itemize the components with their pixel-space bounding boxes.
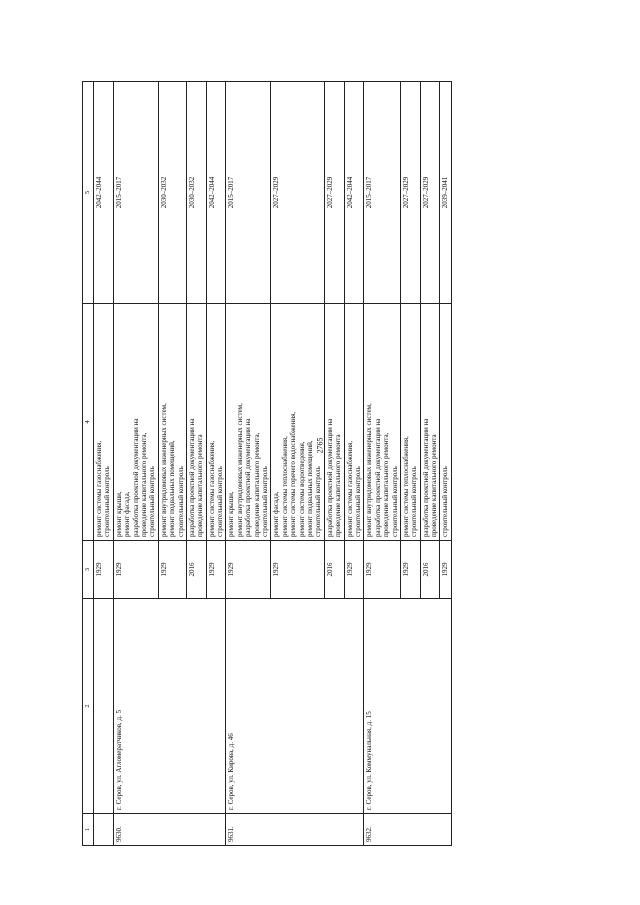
- header-row: [83, 82, 94, 846]
- year-cell: 1929: [364, 541, 401, 599]
- building-address: г. Серов, ул. Кирова, д. 46: [226, 599, 364, 814]
- work-line: разработка проектной документации на: [244, 418, 253, 537]
- year-cell: 1929: [271, 541, 324, 599]
- period-cell: 2030–2032: [158, 82, 186, 304]
- continuation-row: [94, 82, 114, 846]
- work-line: ремонт подвальных помещений,: [168, 440, 177, 537]
- header-col-4: 4: [83, 304, 94, 541]
- header-col-1: 1: [83, 814, 94, 846]
- period-cell: 2027–2029: [324, 82, 344, 304]
- work-line: строительный контроль: [261, 466, 270, 537]
- year-cell: 1929: [158, 541, 186, 599]
- period-cell: 2015–2017: [113, 82, 158, 304]
- work-line: ремонт системы теплоснабжения,: [280, 436, 289, 537]
- works-cell: [440, 304, 451, 541]
- work-line: проведение капитального ремонта,: [252, 432, 261, 537]
- building-number: 9632.: [364, 814, 452, 846]
- period-cell: 2042–2044: [206, 82, 226, 304]
- year-cell: 2016: [324, 541, 344, 599]
- work-line: строительный контроль: [410, 466, 419, 537]
- repair-schedule-table: [82, 81, 452, 846]
- building-address: г. Серов, ул. Коммунальная, д. 15: [364, 599, 452, 814]
- works-cell: [113, 304, 158, 541]
- continuation-num-cell: [94, 814, 114, 846]
- work-line: строительный контроль: [148, 466, 157, 537]
- continuation-period: 2042–2044: [94, 82, 114, 304]
- table-row: [364, 82, 401, 846]
- work-line: ремонт внутридомовых инженерных систем,: [159, 403, 168, 537]
- work-line: разработка проектной документации на: [131, 418, 140, 537]
- work-line: строительный контроль: [390, 466, 399, 537]
- work-line: ремонт системы газоснабжения,: [207, 440, 216, 537]
- work-line: строительный контроль: [353, 466, 362, 537]
- work-line: строительный контроль: [216, 466, 225, 537]
- work-line: строительный контроль: [314, 466, 323, 537]
- year-cell: 1929: [206, 541, 226, 599]
- year-cell: 2016: [420, 541, 440, 599]
- period-cell: 2027–2029: [400, 82, 420, 304]
- year-cell: 2016: [186, 541, 206, 599]
- building-number: 9631.: [226, 814, 364, 846]
- period-cell: 2039–2041: [440, 82, 451, 304]
- works-cell: [324, 304, 344, 541]
- works-cell: [226, 304, 271, 541]
- work-line: ремонт системы газоснабжения,: [95, 440, 103, 537]
- header-col-3: 3: [83, 541, 94, 599]
- work-line: ремонт фасада,: [272, 491, 281, 537]
- continuation-year: 1929: [94, 541, 114, 599]
- work-line: разработка проектной документации на: [373, 418, 382, 537]
- work-line: проведение капитального ремонта: [334, 434, 343, 537]
- work-line: ремонт фасада,: [123, 491, 132, 537]
- works-cell: [400, 304, 420, 541]
- work-line: разработка проектной документации на: [187, 418, 196, 537]
- works-cell: [206, 304, 226, 541]
- work-line: проведение капитального ремонта: [196, 434, 205, 537]
- work-line: разработка проектной документации на: [325, 418, 334, 537]
- works-cell: [344, 304, 364, 541]
- period-cell: 2015–2017: [226, 82, 271, 304]
- work-line: строительный контроль: [441, 466, 450, 537]
- work-line: строительный контроль: [176, 466, 185, 537]
- building-address: г. Серов, ул. Агломератчиков, д. 5: [113, 599, 226, 814]
- work-line: ремонт подвальных помещений,: [305, 440, 314, 537]
- header-col-2: 2: [83, 599, 94, 814]
- page-number: 2765: [315, 437, 325, 454]
- header-col-5: 5: [83, 82, 94, 304]
- continuation-address-cell: [94, 599, 114, 814]
- period-cell: 2027–2029: [420, 82, 440, 304]
- table-body: [83, 82, 452, 846]
- work-line: проведение капитального ремонта: [430, 434, 439, 537]
- work-line: ремонт крыши,: [114, 491, 123, 537]
- table-row: [113, 82, 158, 846]
- work-line: ремонт внутридомовых инженерных систем,: [365, 403, 374, 537]
- works-cell: [271, 304, 324, 541]
- year-cell: 1929: [226, 541, 271, 599]
- period-cell: 2015–2017: [364, 82, 401, 304]
- work-line: ремонт крыши,: [227, 491, 236, 537]
- work-line: ремонт системы теплоснабжения,: [401, 436, 410, 537]
- work-line: проведение капитального ремонта,: [139, 432, 148, 537]
- year-cell: 1929: [113, 541, 158, 599]
- year-cell: 1929: [400, 541, 420, 599]
- table-row: [226, 82, 271, 846]
- period-cell: 2042–2044: [344, 82, 364, 304]
- work-line: ремонт системы водоотведения,: [297, 441, 306, 537]
- building-number: 9630.: [113, 814, 226, 846]
- works-cell: [186, 304, 206, 541]
- work-line: строительный контроль: [103, 466, 112, 537]
- works-cell: [158, 304, 186, 541]
- work-line: разработка проектной документации на: [421, 418, 430, 537]
- table-frame: [82, 82, 566, 846]
- work-line: ремонт системы горячего водоснабжения,: [289, 411, 298, 537]
- works-cell: [420, 304, 440, 541]
- works-cell: [364, 304, 401, 541]
- work-line: ремонт внутридомовых инженерных систем,: [235, 403, 244, 537]
- period-cell: 2027–2029: [271, 82, 324, 304]
- continuation-works: [94, 304, 114, 541]
- work-line: ремонт системы газоснабжения,: [345, 440, 354, 537]
- rotated-table-wrapper: [82, 82, 566, 846]
- period-cell: 2030–2032: [186, 82, 206, 304]
- year-cell: 1929: [440, 541, 451, 599]
- year-cell: 1929: [344, 541, 364, 599]
- work-line: проведение капитального ремонта,: [382, 432, 391, 537]
